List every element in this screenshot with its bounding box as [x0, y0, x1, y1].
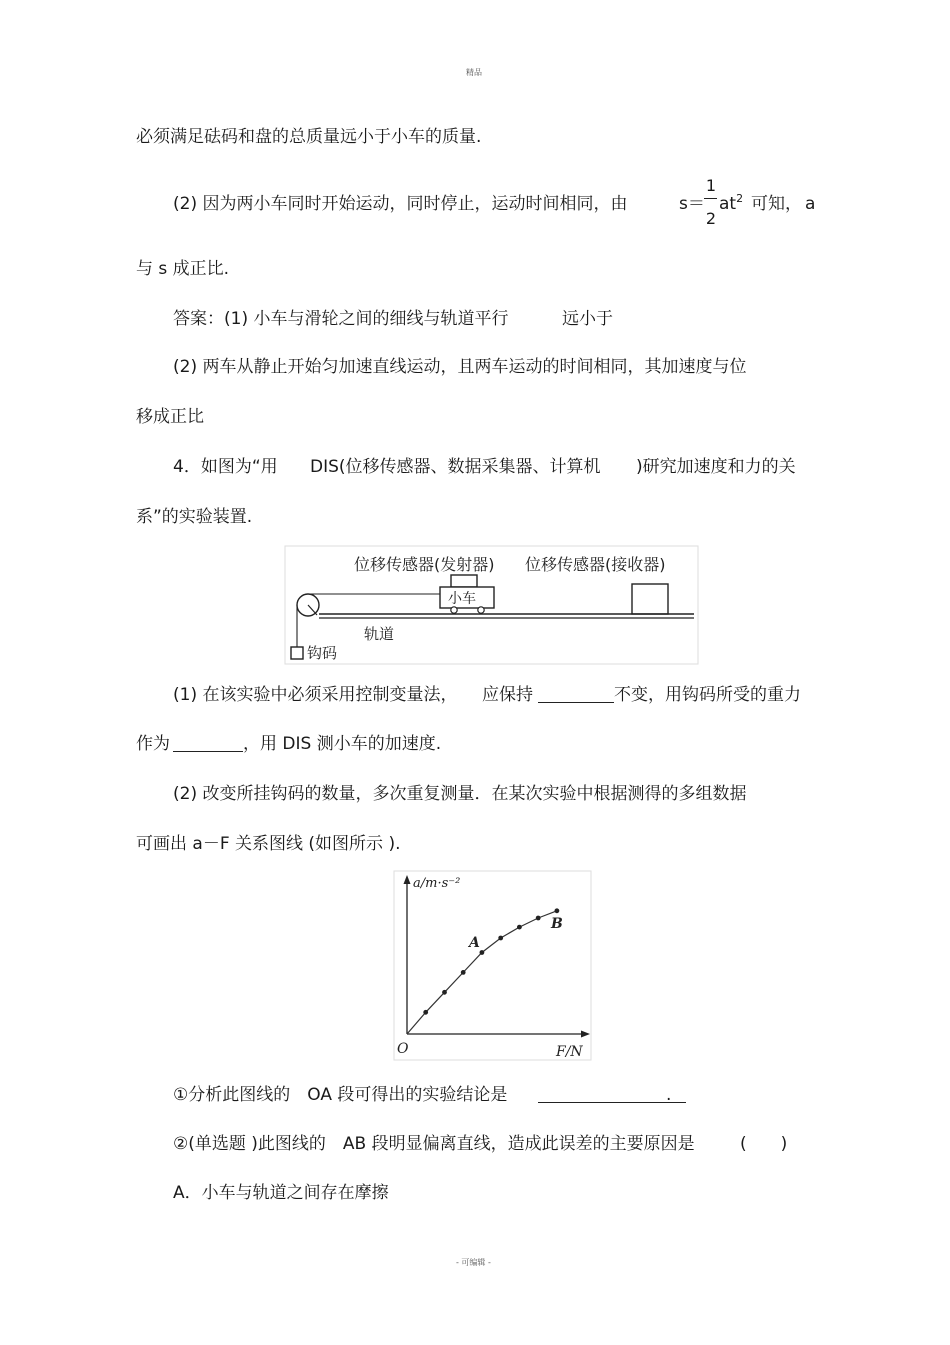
data-point	[536, 916, 541, 921]
hanging-weight	[291, 647, 303, 659]
question-part-1-d: 作为	[136, 734, 170, 754]
option-A: A．小车与轨道之间存在摩擦	[173, 1183, 389, 1203]
text-line-8: 系”的实验装置.	[136, 507, 253, 527]
question-part-1-e: ，用 DIS 测小车的加速度.	[243, 734, 442, 754]
question-4-line-a: 4．如图为“用	[173, 457, 278, 477]
car-label: 小车	[448, 591, 476, 607]
question-part-1-b: 应保持	[482, 685, 533, 705]
text-line-6: 移成正比	[136, 407, 204, 427]
formula-s: s＝	[679, 194, 705, 214]
y-axis-label: a/m·s⁻²	[413, 876, 461, 891]
track-label: 轨道	[364, 625, 395, 643]
formula-at	[719, 194, 743, 216]
weight-label: 钩码	[307, 644, 338, 662]
emitter-label: 位移传感器(发射器)	[354, 555, 495, 574]
question-part-1-c: 不变，用钩码所受的重力	[614, 685, 801, 705]
text-line-3: 与 s 成正比.	[136, 259, 230, 279]
question-4-line-c: )研究加速度和力的关	[636, 457, 796, 477]
emitter-box	[451, 575, 477, 587]
page-header: 精品	[466, 68, 482, 77]
question-part-1-a: (1) 在该实验中必须采用控制变量法，	[173, 685, 458, 705]
data-point	[423, 1010, 428, 1015]
formula-at-text: at	[719, 194, 737, 214]
fraction-bar	[704, 198, 717, 199]
point-label-A: A	[469, 935, 480, 951]
text-line-2-b: 可知，	[751, 194, 802, 214]
answer-blank-3[interactable]	[538, 1086, 686, 1103]
answer-line-b: 远小于	[562, 309, 613, 329]
point-label-B: B	[551, 916, 563, 932]
page-footer: - 可编辑 -	[456, 1258, 491, 1267]
data-point	[480, 950, 485, 955]
graph-frame	[394, 871, 591, 1060]
fraction-numerator: 1	[705, 176, 717, 195]
x-axis-arrow	[581, 1031, 590, 1038]
car-wheel-right	[478, 607, 484, 613]
text-line-2: (2) 因为两小车同时开始运动，同时停止，运动时间相同，由	[173, 194, 628, 214]
data-point	[555, 908, 560, 913]
data-point	[517, 925, 522, 930]
answer-blank-2[interactable]	[173, 735, 243, 752]
receiver-box	[632, 584, 668, 614]
data-point	[498, 936, 503, 941]
formula-exponent: 2	[736, 192, 744, 205]
text-line-1: 必须满足砝码和盘的总质量远小于小车的质量.	[136, 127, 482, 147]
car-wheel-left	[451, 607, 457, 613]
fraction-denominator: 2	[705, 209, 717, 228]
sub-question-2-bracket: ( )	[740, 1134, 788, 1154]
data-point	[442, 990, 447, 995]
apparatus-figure	[284, 545, 700, 667]
data-points	[423, 908, 559, 1014]
sub-question-1: ①分析此图线的 OA 段可得出的实验结论是	[173, 1085, 508, 1105]
origin-label: O	[397, 1041, 409, 1057]
question-part-2-b: 可画出 a－F 关系图线 (如图所示 ).	[136, 834, 401, 854]
question-part-2-a: (2) 改变所挂钩码的数量，多次重复测量．在某次实验中根据测得的多组数据	[173, 784, 747, 804]
sub-question-2: ②(单选题 )此图线的 AB 段明显偏离直线，造成此误差的主要原因是	[173, 1134, 695, 1154]
data-point	[461, 970, 466, 975]
receiver-label: 位移传感器(接收器)	[525, 555, 666, 574]
y-axis-arrow	[404, 875, 411, 884]
answer-blank-1[interactable]	[538, 686, 614, 703]
a-F-graph	[393, 870, 593, 1062]
question-4-line-b: DIS(位移传感器、数据采集器、计算机	[310, 457, 601, 477]
x-axis-label: F/N	[556, 1044, 583, 1060]
answer-line: 答案：(1) 小车与滑轮之间的细线与轨道平行	[173, 309, 509, 329]
fit-curve	[407, 911, 557, 1034]
text-line-2-c: a	[805, 194, 816, 214]
sub-question-1-end: .	[666, 1085, 672, 1105]
text-line-5: (2) 两车从静止开始匀加速直线运动，且两车运动的时间相同，其加速度与位	[173, 357, 747, 377]
